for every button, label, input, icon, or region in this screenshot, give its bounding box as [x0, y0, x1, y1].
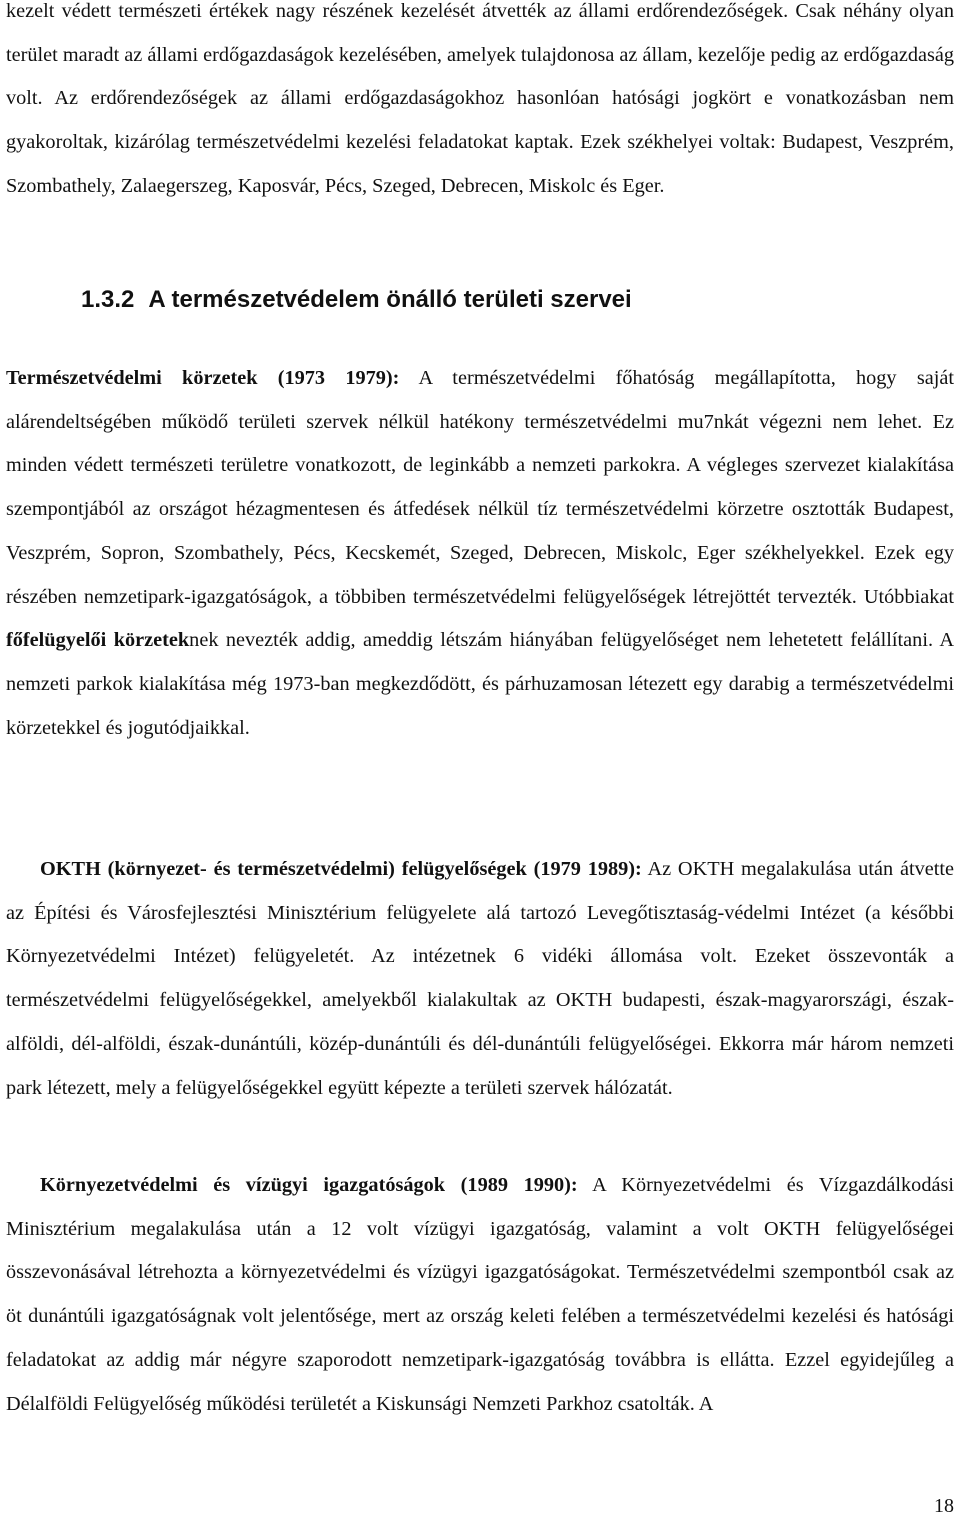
paragraph-lead-bold: OKTH (környezet- és természetvédelmi) felügyelőségek (1979 1989): — [40, 858, 642, 880]
paragraph-text: A természetvédelmi főhatóság megállapította, hogy saját alárendeltségében működő területi szervek nélkül hatékony természetvédelmi mu7nkát végezni nem lehet. Ez minden védett természeti területre vonatkozott, de leginkább a nemzeti parkokra. A végleges szervezet kialakítása szempontjából az országot hézagmentesen és átfedések nélkül tíz természetvédelmi körzetre osztották Budapest, Veszprém, Sopron, Szombathely, Pécs, Kecskemét, Szeged, Debrecen, Miskolc, Eger székhelyekkel. Ezek egy részében nemzetipark-igazgatóságok, a többiben természetvédelmi felügyelőségek létrejöttét tervezték. Utóbbiakat — [6, 367, 954, 608]
paragraph-text: Az OKTH megalakulása után átvette az Építési és Városfejlesztési Minisztérium felügyelete alá tartozó Levegőtisztaság-védelmi Intézet (a későbbi Környezetvédelmi Intézet) felügyeletét. Az intézetnek 6 vidéki állomása volt. Ezeket összevonták a természetvédelmi felügyelőségekkel, amelyekből kialakultak az OKTH budapesti, észak-magyarországi, észak-alföldi, dél-alföldi, észak-dunántúli, közép-dunántúli és dél-dunántúli felügyelőségei. Ekkorra már három nemzeti park létezett, mely a felügyelőségekkel együtt képezte a területi szervek hálózatát. — [6, 858, 955, 1099]
section-heading — [81, 280, 632, 320]
page-number: 18 — [934, 1495, 954, 1517]
paragraph-termeszetvedelmi-korzetek — [6, 357, 954, 750]
paragraph-okth-felugyelosegek — [6, 848, 954, 1110]
inline-bold-term: főfelügyelői körzetek — [6, 629, 190, 652]
section-number: 1.3.2 — [81, 286, 135, 313]
paragraph-lead-bold: Környezetvédelmi és vízügyi igazgatóságok (1989 1990): — [40, 1174, 578, 1196]
paragraph-kornyezetvedelmi-igazgatosagok — [6, 1164, 954, 1426]
paragraph-erdorendezosegek: kezelt védett természeti értékek nagy részének kezelését átvették az állami erdőrendezőségek. Csak néhány olyan terület maradt az állami erdőgazdaságok kezelésében, amelyek tulajdonosa az állam, kezelője pedig az erdőgazdaság volt. Az erdőrendezőségek az állami erdőgazdaságokhoz hasonlóan hatósági jogkört e vonatkozásban nem gyakoroltak, kizárólag természetvédelmi kezelési feladatokat kaptak. Ezek székhelyei voltak: Budapest, Veszprém, Szombathely, Zalaegerszeg, Kaposvár, Pécs, Szeged, Debrecen, Miskolc és Eger. — [6, 0, 954, 197]
paragraph-text: A Környezetvédelmi és Vízgazdálkodási Minisztérium megalakulása után a 12 volt vízügyi igazgatóság, valamint a volt OKTH felügyelőségei összevonásával létrehozta a környezetvédelmi és vízügyi igazgatóságokat. Természetvédelmi szempontból csak az öt dunántúli igazgatóságnak volt jelentősége, mert az ország keleti felében a természetvédelmi kezelési és hatósági feladatokat az addig már négyre szaporodott nemzetipark-igazgatóság továbbra is ellátta. Ezzel egyidejűleg a Délalföldi Felügyelőség működési területét a Kiskunsági Nemzeti Parkhoz csatolták. A — [6, 1174, 954, 1415]
paragraph-lead-bold: Természetvédelmi körzetek (1973 1979): — [6, 367, 400, 389]
section-title: A természetvédelem önálló területi szervei — [148, 286, 632, 313]
paragraph-text: nek nevezték addig, ameddig létszám hiányában felügyelőséget nem lehetetett felállítani. A nemzeti parkok kialakítása még 1973-ban megkezdődött, és párhuzamosan létezett egy darabig a természetvédelmi körzetekkel és jogutódjaikkal. — [6, 629, 955, 739]
